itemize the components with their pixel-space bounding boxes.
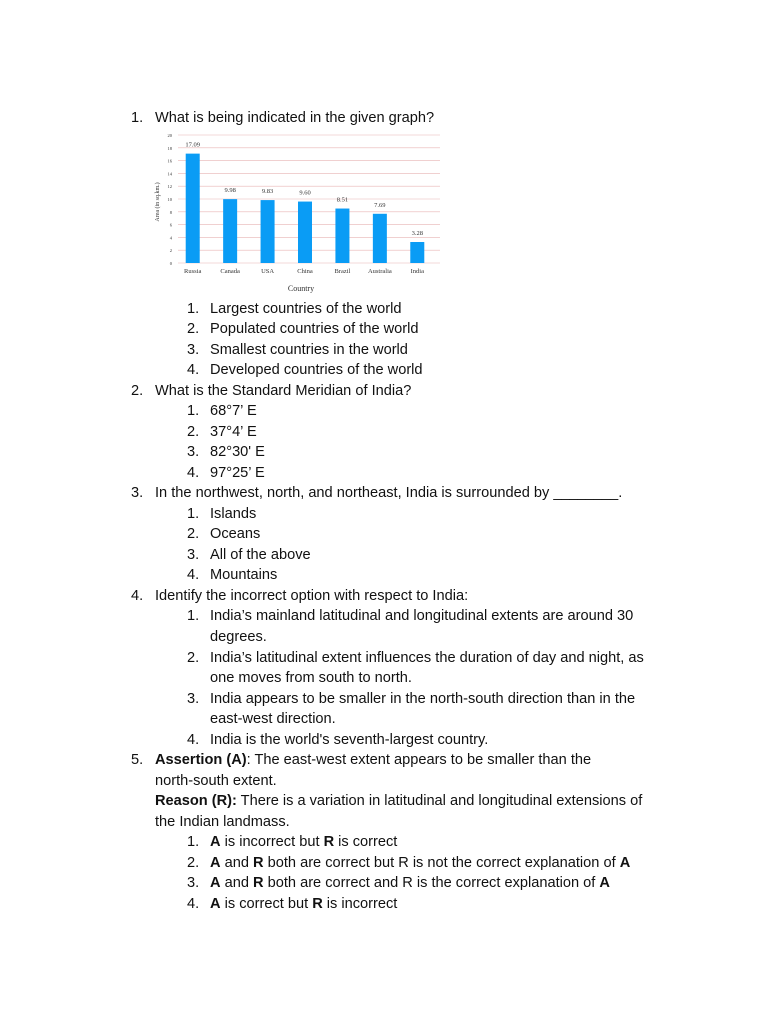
bar-value-label: 9.83 [261, 188, 274, 196]
y-tick-label: 12 [167, 184, 172, 190]
bar-value-label: 7.69 [374, 201, 386, 209]
q2-text: What is the Standard Meridian of India? [155, 383, 412, 399]
y-tick-label: 18 [167, 145, 172, 151]
q3-opt4-text: Mountains [210, 567, 278, 583]
q2-opt4-text: 97°25’ E [210, 465, 265, 481]
x-axis-label: Country [287, 284, 315, 293]
bar-australia [373, 214, 387, 263]
y-tick-label: 14 [167, 171, 172, 177]
q2-opt2-text: 37°4’ E [210, 424, 257, 440]
bar-usa [261, 200, 275, 263]
q5-opt2-number: 2. [187, 855, 200, 871]
q4-opt2-line2: one moves from south to north. [210, 670, 412, 686]
x-tick-label: Brazil [334, 268, 351, 275]
y-tick-label: 16 [167, 158, 172, 164]
assertion-text: : The east-west extent appears to be smaller than the [246, 752, 592, 768]
q4-number: 4. [131, 588, 144, 604]
bar-china [298, 202, 312, 263]
y-tick-labels [168, 133, 173, 266]
q4-opt4-text: India is the world's seventh-largest country. [210, 732, 489, 748]
chart-bars [185, 142, 424, 263]
q4-opt3-line2: east-west direction. [210, 711, 336, 727]
bar-value-label: 3.28 [411, 230, 423, 238]
q4-opt4-number: 4. [187, 732, 200, 748]
q2-opt4-number: 4. [187, 465, 200, 481]
q4-opt1-line1: India’s mainland latitudinal and longitudinal extents are around 30 [210, 608, 634, 624]
q4-opt2-number: 2. [187, 650, 200, 666]
y-tick-label: 20 [167, 133, 172, 138]
q3-opt2-text: Oceans [210, 526, 261, 542]
q2-opt3-text: 82°30' E [210, 444, 265, 460]
q1-opt4-number: 4. [187, 362, 200, 378]
q3-opt1-text: Islands [210, 506, 257, 522]
q5-opt2-text: A and R both are correct but R is not the correct explanation of A [210, 855, 631, 871]
q1-opt1-number: 1. [187, 301, 200, 317]
y-tick-label: 8 [169, 209, 172, 215]
q2-opt1-number: 1. [187, 403, 200, 419]
x-tick-labels [184, 268, 424, 275]
q5-assertion-line2: north-south extent. [155, 773, 277, 789]
q1-opt3-text: Smallest countries in the world [210, 342, 408, 358]
q3-opt3-text: All of the above [210, 547, 311, 563]
q3-opt1-number: 1. [187, 506, 200, 522]
q5-number: 5. [131, 752, 144, 768]
reason-label: Reason (R): [155, 793, 237, 809]
q4-opt3-number: 3. [187, 691, 200, 707]
reason-text: There is a variation in latitudinal and longitudinal extensions of [236, 793, 643, 809]
q1-opt4-text: Developed countries of the world [210, 362, 423, 378]
q2-opt2-number: 2. [187, 424, 200, 440]
x-tick-label: Australia [367, 268, 392, 275]
q3-opt4-number: 4. [187, 567, 200, 583]
q5-opt1-text: A is incorrect but R is correct [210, 834, 398, 850]
q2-opt1-text: 68°7’ E [210, 403, 257, 419]
q1-opt2-number: 2. [187, 321, 200, 337]
bar-canada [223, 199, 237, 263]
y-axis-label: Area (in sq.km.) [155, 182, 161, 222]
q3-opt3-number: 3. [187, 547, 200, 563]
q4-text: Identify the incorrect option with respect to India: [155, 588, 469, 604]
x-tick-label: Russia [184, 268, 202, 275]
bar-value-label: 9.98 [224, 187, 236, 195]
x-tick-label: Canada [220, 268, 240, 275]
y-tick-label: 6 [169, 222, 172, 228]
q3-opt2-number: 2. [187, 526, 200, 542]
bar-value-label: 17.09 [185, 141, 201, 149]
x-tick-label: USA [261, 268, 275, 275]
bar-value-label: 8.51 [336, 196, 349, 204]
q3-text: In the northwest, north, and northeast, India is surrounded by ________. [155, 485, 623, 501]
y-tick-label: 0 [169, 261, 172, 266]
bar-brazil [335, 209, 349, 263]
bar-russia [186, 154, 200, 263]
q1-text: What is being indicated in the given graph? [155, 110, 435, 126]
q5-reason-line1 [155, 791, 642, 811]
assertion-label: Assertion (A) [155, 752, 247, 768]
q1-opt2-text: Populated countries of the world [210, 321, 419, 337]
q5-opt4-text: A is correct but R is incorrect [210, 896, 398, 912]
y-tick-label: 2 [169, 248, 172, 254]
q1-opt1-text: Largest countries of the world [210, 301, 402, 317]
q1-number: 1. [131, 110, 144, 126]
q5-reason-line2: the Indian landmass. [155, 814, 290, 830]
bar-value-label: 9.60 [299, 189, 311, 197]
q2-opt3-number: 3. [187, 444, 200, 460]
q1-opt3-number: 3. [187, 342, 200, 358]
bar-india [410, 242, 424, 263]
q4-opt1-number: 1. [187, 608, 200, 624]
x-tick-label: China [297, 268, 313, 275]
q3-number: 3. [131, 485, 144, 501]
x-tick-label: India [410, 268, 424, 275]
q5-opt4-number: 4. [187, 896, 200, 912]
q5-opt3-number: 3. [187, 875, 200, 891]
y-tick-label: 10 [167, 197, 172, 202]
q5-assertion-line1 [155, 750, 591, 770]
q5-opt3-text: A and R both are correct and R is the correct explanation of A [210, 875, 610, 891]
bar-chart [150, 130, 450, 300]
q4-opt3-line1: India appears to be smaller in the north-south direction than in the [210, 691, 636, 707]
q4-opt2-line1: India’s latitudinal extent influences the duration of day and night, as [210, 650, 644, 666]
q4-opt1-line2: degrees. [210, 629, 267, 645]
q2-number: 2. [131, 383, 144, 399]
q5-opt1-number: 1. [187, 834, 200, 850]
y-tick-label: 4 [169, 235, 172, 241]
